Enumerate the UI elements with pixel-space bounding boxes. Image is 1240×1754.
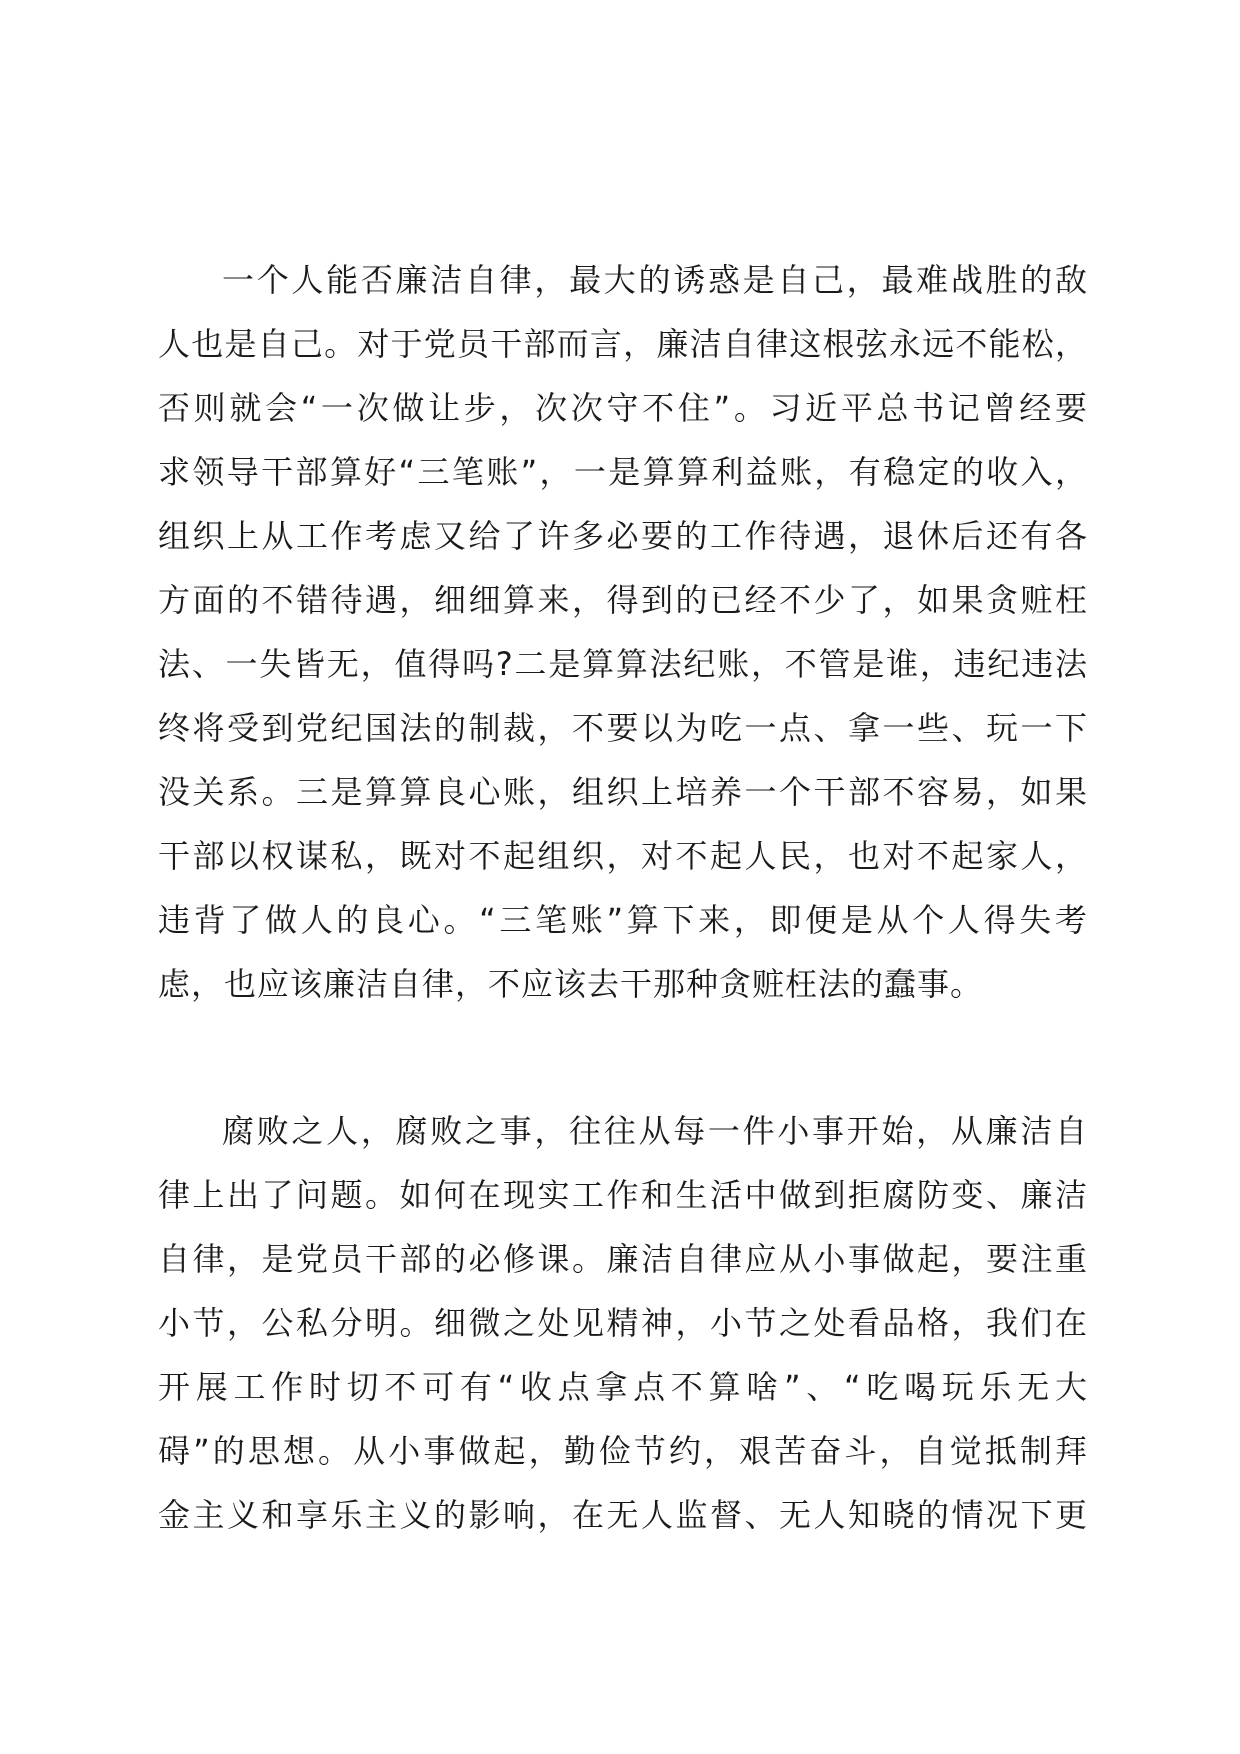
text-line: 自律，是党员干部的必修课。廉洁自律应从小事做起，要注重 [158, 1240, 1088, 1278]
text-line: 虑，也应该廉洁自律，不应该去干那种贪赃枉法的蠢事。 [158, 965, 984, 1003]
text-line: 人也是自己。对于党员干部而言，廉洁自律这根弦永远不能松， [158, 325, 1088, 363]
text-line: 组织上从工作考虑又给了许多必要的工作待遇，退休后还有各 [158, 517, 1088, 555]
text-line: 腐败之人，腐败之事，往往从每一件小事开始，从廉洁自 [222, 1112, 1088, 1150]
text-line: 小节，公私分明。细微之处见精神，小节之处看品格，我们在 [158, 1304, 1088, 1342]
text-line: 一个人能否廉洁自律，最大的诱惑是自己，最难战胜的敌 [222, 261, 1088, 299]
text-line: 金主义和享乐主义的影响，在无人监督、无人知晓的情况下更 [158, 1496, 1088, 1534]
text-line: 律上出了问题。如何在现实工作和生活中做到拒腐防变、廉洁 [158, 1176, 1088, 1214]
paragraph-2 [158, 1099, 1088, 1547]
text-line: 终将受到党纪国法的制裁，不要以为吃一点、拿一些、玩一下 [158, 709, 1088, 747]
text-line: 没关系。三是算算良心账，组织上培养一个干部不容易，如果 [158, 773, 1088, 811]
text-line: 求领导干部算好“三笔账”，一是算算利益账，有稳定的收入， [158, 453, 1088, 491]
text-line: 否则就会“一次做让步，次次守不住”。习近平总书记曾经要 [158, 389, 1088, 427]
text-line: 违背了做人的良心。“三笔账”算下来，即便是从个人得失考 [158, 901, 1088, 939]
text-line: 干部以权谋私，既对不起组织，对不起人民，也对不起家人， [158, 837, 1088, 875]
text-line: 碍”的思想。从小事做起，勤俭节约，艰苦奋斗，自觉抵制拜 [158, 1432, 1088, 1470]
text-line: 方面的不错待遇，细细算来，得到的已经不少了，如果贪赃枉 [158, 581, 1088, 619]
text-line: 开展工作时切不可有“收点拿点不算啥”、“吃喝玩乐无大 [158, 1368, 1088, 1406]
text-line: 法、一失皆无，值得吗?二是算算法纪账，不管是谁，违纪违法 [158, 645, 1088, 683]
paragraph-1 [158, 248, 1088, 1016]
